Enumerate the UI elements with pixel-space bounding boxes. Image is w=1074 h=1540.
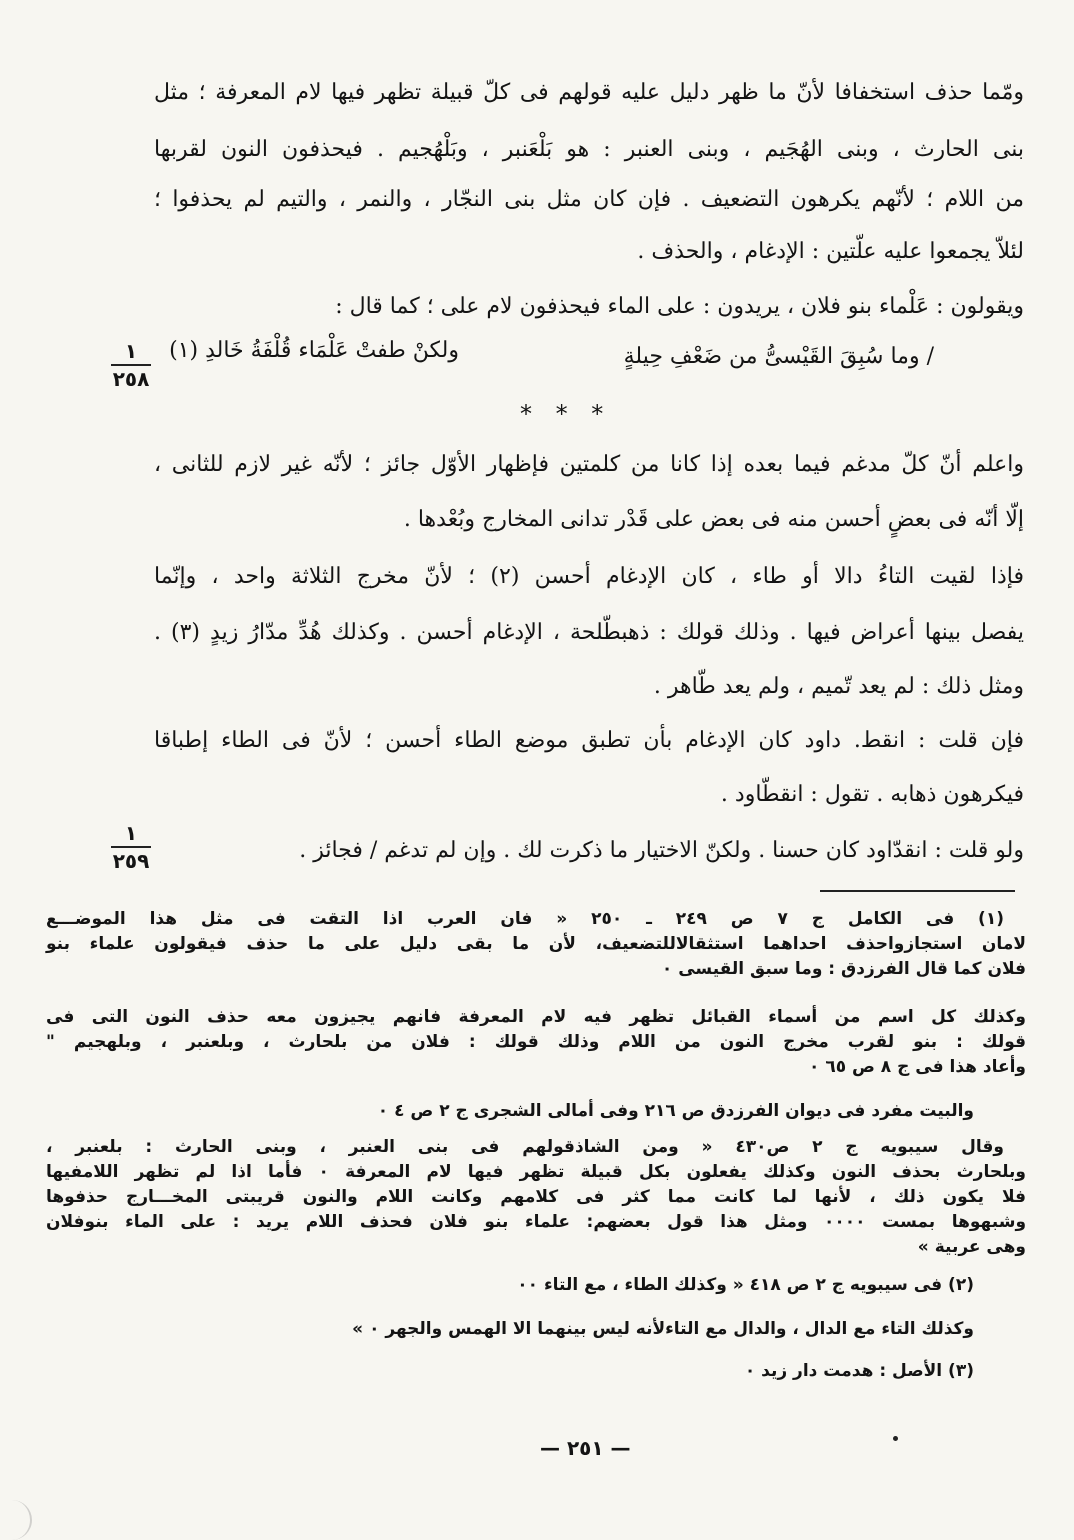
margin-ref-bar (111, 364, 151, 366)
margin-ref-page: ٢٥٨ (112, 367, 150, 391)
footnote-rule (820, 890, 1015, 892)
text-line: ويقولون : عَلْماء بنو فلان ، يريدون : على الماء فيحذفون لام على ؛ كما قال : (335, 294, 1024, 319)
footnote-line: والبيت مفرد فى ديوان الفرزدق ص ٢١٦ وفى أمالى الشجرى ج ٢ ص ٤ ٠ (377, 1101, 974, 1121)
verse-hemistich-right: / وما سُبِقَ القَيْسىُّ من ضَعْفِ حِيلةٍ (623, 344, 934, 369)
margin-ref-bar (111, 846, 151, 848)
margin-ref-page: ٢٥٩ (112, 849, 150, 873)
footnote-line: وكذلك كل اسم من أسماء القبائل تظهر فيه لام المعرفة فانهم يجيزون معه حذف النون التى فى (46, 1007, 1026, 1027)
text-line: فيكرهون ذهابه . تقول : انقطّاود . (720, 782, 1024, 807)
text-line: ولو قلت : انقدّاود كان حسنا . ولكنّ الاختيار ما ذكرت لك . وإن لم تدغم / فجائز . (299, 838, 1024, 863)
text-line: إلّا أنّه فى بعضٍ أحسن منه فى بعض على قَدْر تدانى المخارج وبُعْدها . (403, 507, 1024, 532)
footnote-line: (٢) فى سيبويه ج ٢ ص ٤١٨ « وكذلك الطاء ، مع التاء ٠٠ (517, 1275, 974, 1295)
text-line: ومثل ذلك : لم يعد تّميم ، ولم يعد طّاهر . (653, 674, 1024, 699)
footnote-line: (١) فى الكامل ج ٧ ص ٢٤٩ ـ ٢٥٠ « فان العرب اذا التقت فى مثل هذا الموضـــع (46, 909, 1004, 929)
text-line: فإن قلت : انقط. داود كان الإدغام بأن تطبق موضع الطاء أحسن ؛ لأنّ فى الطاء إطباقا (154, 728, 1024, 753)
footnote-line: وكذلك التاء مع الدال ، والدال مع التاءلأنه ليس بينهما الا الهمس والجهر ٠ » (352, 1319, 974, 1339)
margin-ref-volume: ١ (124, 821, 138, 845)
footnote-line: وقال سيبويه ج ٢ ص٤٣٠ « ومن الشاذقولهم فى بنى العنبر ، وبنى الحارث : بلعنبر ، (46, 1137, 1004, 1157)
text-line: يفصل بينها أعراض فيها . وذلك قولك : ذهبطّلحة ، الإدغام أحسن . وكذلك هُدِّ مدّارُ زيدٍ (٣) . (154, 620, 1024, 645)
footnote-line: وأعاد هذا فى ج ٨ ص ٦٥ ٠ (809, 1057, 1026, 1077)
page-number: — ٢٥١ — (540, 1436, 631, 1460)
text-line: فإذا لقيت التاءُ دالا أو طاء ، كان الإدغام أحسن (٢) ؛ لأنّ مخرج الثلاثة واحد ، وإنّما (154, 564, 1024, 589)
footnote-line: لامان استجازواحذف احداهما استثقالاللتضعيف، لأن ما بقى دليل على ما حذف فيقولون علماء بنو (46, 934, 1026, 954)
text-line: بنى الحارث ، وبنى الهُجَيم ، وبنى العنبر : هو بَلْعَنبر ، وبَلْهُجيم . فيحذفون النون لقربها (154, 137, 1024, 162)
footnote-line: وشبهوها بمست ٠٠٠٠ ومثل هذا قول بعضهم: علماء بنو فلان فحذف اللام يريد : على الماء بنوفلان (46, 1212, 1027, 1232)
verse-hemistich-left: ولكنْ طفتْ عَلْمَاء قُلْفَةُ خَالدِ (١) (169, 338, 459, 363)
section-separator: * * * (520, 400, 612, 428)
footnote-line: فلان كما قال الفرزدق : وما سبق القيسى ٠ (661, 959, 1026, 979)
text-line: لئلاّ يجمعوا عليه علّتين : الإدغام ، والحذف . (637, 239, 1024, 264)
margin-page-reference (108, 340, 154, 390)
scan-edge-mark (0, 1500, 32, 1540)
ink-speck (893, 1436, 898, 1441)
margin-ref-volume: ١ (124, 339, 138, 363)
footnote-line: وبلحارث بحذف النون وكذلك يفعلون بكل قبيلة تظهر فيها لام المعرفة ٠ فأما اذا لم تظهر اللامفيها (46, 1162, 1026, 1182)
text-line: ومّما حذف استخفافا لأنّ ما ظهر دليل عليه قولهم فى كلّ قبيلة تظهر فيها لام المعرفة ؛ مثل (154, 80, 1024, 105)
text-line: من اللام ؛ لأنّهم يكرهون التضعيف . فإن كان مثل بنى النجّار ، والنمر ، والتيم لم يحذفوا ؛ (154, 187, 1024, 212)
footnote-line: فلا يكون ذلك ، لأنها لما كانت مما كثر فى كلامهم وكانت اللام والنون قريبتى المخـــارج حذفوها (46, 1187, 1026, 1207)
footnote-line: (٣) الأصل : هدمت دار زيد ٠ (744, 1361, 974, 1381)
margin-page-reference (108, 822, 154, 872)
footnote-line: وهى عربية » (917, 1237, 1026, 1257)
text-line: واعلم أنّ كلّ مدغم فيما بعده إذا كانا من كلمتين فإظهار الأوّل جائز ؛ لأنّه غير لازم للثانى ، (154, 452, 1024, 477)
footnote-line: قولك : بنو لقرب مخرج النون من اللام وذلك قولك : فلان من بلحارث ، وبلعنبر ، وبلهجيم " (46, 1032, 1026, 1052)
